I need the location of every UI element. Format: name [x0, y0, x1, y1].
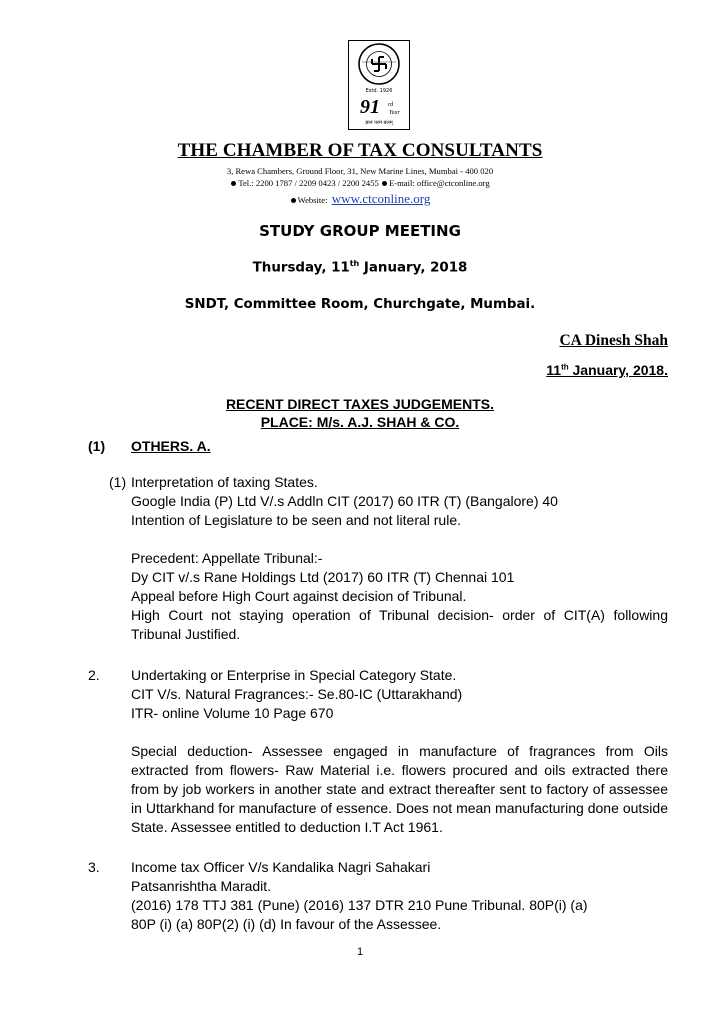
item-line: Appeal before High Court against decision of Tribunal.: [131, 588, 467, 604]
organization-address: 3, Rewa Chambers, Ground Floor, 31, New Marine Lines, Mumbai - 400 020: [226, 166, 494, 176]
website-label: Website:: [297, 195, 328, 205]
item-line: 80P (i) (a) 80P(2) (i) (d) In favour of the Assessee.: [131, 916, 442, 932]
organization-website: [0, 191, 720, 207]
page-number: 1: [356, 946, 364, 958]
item-line: (2016) 178 TTJ 381 (Pune) (2016) 137 DTR 210 Pune Tribunal. 80P(i) (a): [131, 897, 588, 913]
item-line: CIT V/s. Natural Fragrances:- Se.80-IC (Uttarakhand): [131, 686, 463, 702]
organization-name: THE CHAMBER OF TAX CONSULTANTS: [177, 140, 543, 161]
meeting-date: Thursday, 11th January, 2018: [252, 259, 468, 276]
author-date: 11th January, 2018.: [546, 362, 668, 378]
item-line: Intention of Legislature to be seen and not literal rule.: [131, 512, 461, 528]
item-line: ITR- online Volume 10 Page 670: [131, 705, 334, 721]
organization-tel: Tel.: 2200 1787 / 2209 0423 / 2200 2455: [238, 178, 379, 188]
bullet-icon: [291, 198, 296, 203]
logo-years: 91: [360, 96, 380, 118]
svg-text:Year: Year: [389, 110, 400, 116]
item-line: Undertaking or Enterprise in Special Category State.: [131, 667, 457, 683]
item-line: Patsanrishtha Maradit.: [131, 878, 272, 894]
item-paragraph: High Court not staying operation of Tribunal decision- order of CIT(A) following Tribunal Justified.: [131, 607, 668, 642]
bullet-icon: [382, 181, 387, 186]
item-line: Income tax Officer V/s Kandalika Nagri Sahakari: [131, 859, 431, 875]
organization-contact: [0, 178, 720, 188]
item-line: Dy CIT v/.s Rane Holdings Ltd (2017) 60 ITR (T) Chennai 101: [131, 569, 515, 585]
section-number: (1): [88, 438, 106, 454]
item-2-heading: [131, 666, 668, 723]
item-line: Precedent: Appellate Tribunal:-: [131, 550, 323, 566]
svg-text:rd: rd: [388, 102, 394, 108]
section-title: OTHERS. A.: [131, 438, 211, 454]
item-3-body: [131, 858, 668, 934]
author-name: CA Dinesh Shah: [559, 332, 668, 349]
meeting-venue: SNDT, Committee Room, Churchgate, Mumbai.: [184, 297, 536, 312]
website-link[interactable]: www.ctconline.org: [331, 191, 431, 206]
item-2-number: 2.: [88, 667, 100, 683]
logo-established: Estd. 1926: [365, 88, 393, 94]
item-1-heading: [131, 473, 668, 530]
document-place: PLACE: M/s. A.J. SHAH & CO.: [260, 414, 460, 430]
bullet-icon: [231, 181, 236, 186]
item-3-number: 3.: [88, 859, 100, 875]
item-line: Interpretation of taxing States.: [131, 474, 318, 490]
item-line: Google India (P) Ltd V/.s Addln CIT (2017) 60 ITR (T) (Bangalore) 40: [131, 493, 558, 509]
logo-motto: ज्ञानं परमं बलम्: [365, 120, 393, 126]
item-1-precedent: [131, 549, 668, 644]
document-title: RECENT DIRECT TAXES JUDGEMENTS.: [225, 396, 495, 412]
organization-email: E-mail: office@ctconline.org: [388, 178, 490, 188]
swastik-emblem-icon: [348, 40, 410, 130]
item-1-number: (1): [109, 474, 127, 490]
chamber-logo: [348, 40, 410, 130]
item-2-paragraph: Special deduction- Assessee engaged in manufacture of fragrances from Oils extracted from flowers- Raw Material i.e. flowers procured and oils extracted there from by job workers in another state and extract thereafter sent to factory of assessee in Uttarkhand for manufacture of essence. Does not mean manufacturing done outside State. Assessee entitled to deduction I.T Act 1961.: [131, 743, 668, 835]
meeting-title: STUDY GROUP MEETING: [259, 222, 461, 240]
